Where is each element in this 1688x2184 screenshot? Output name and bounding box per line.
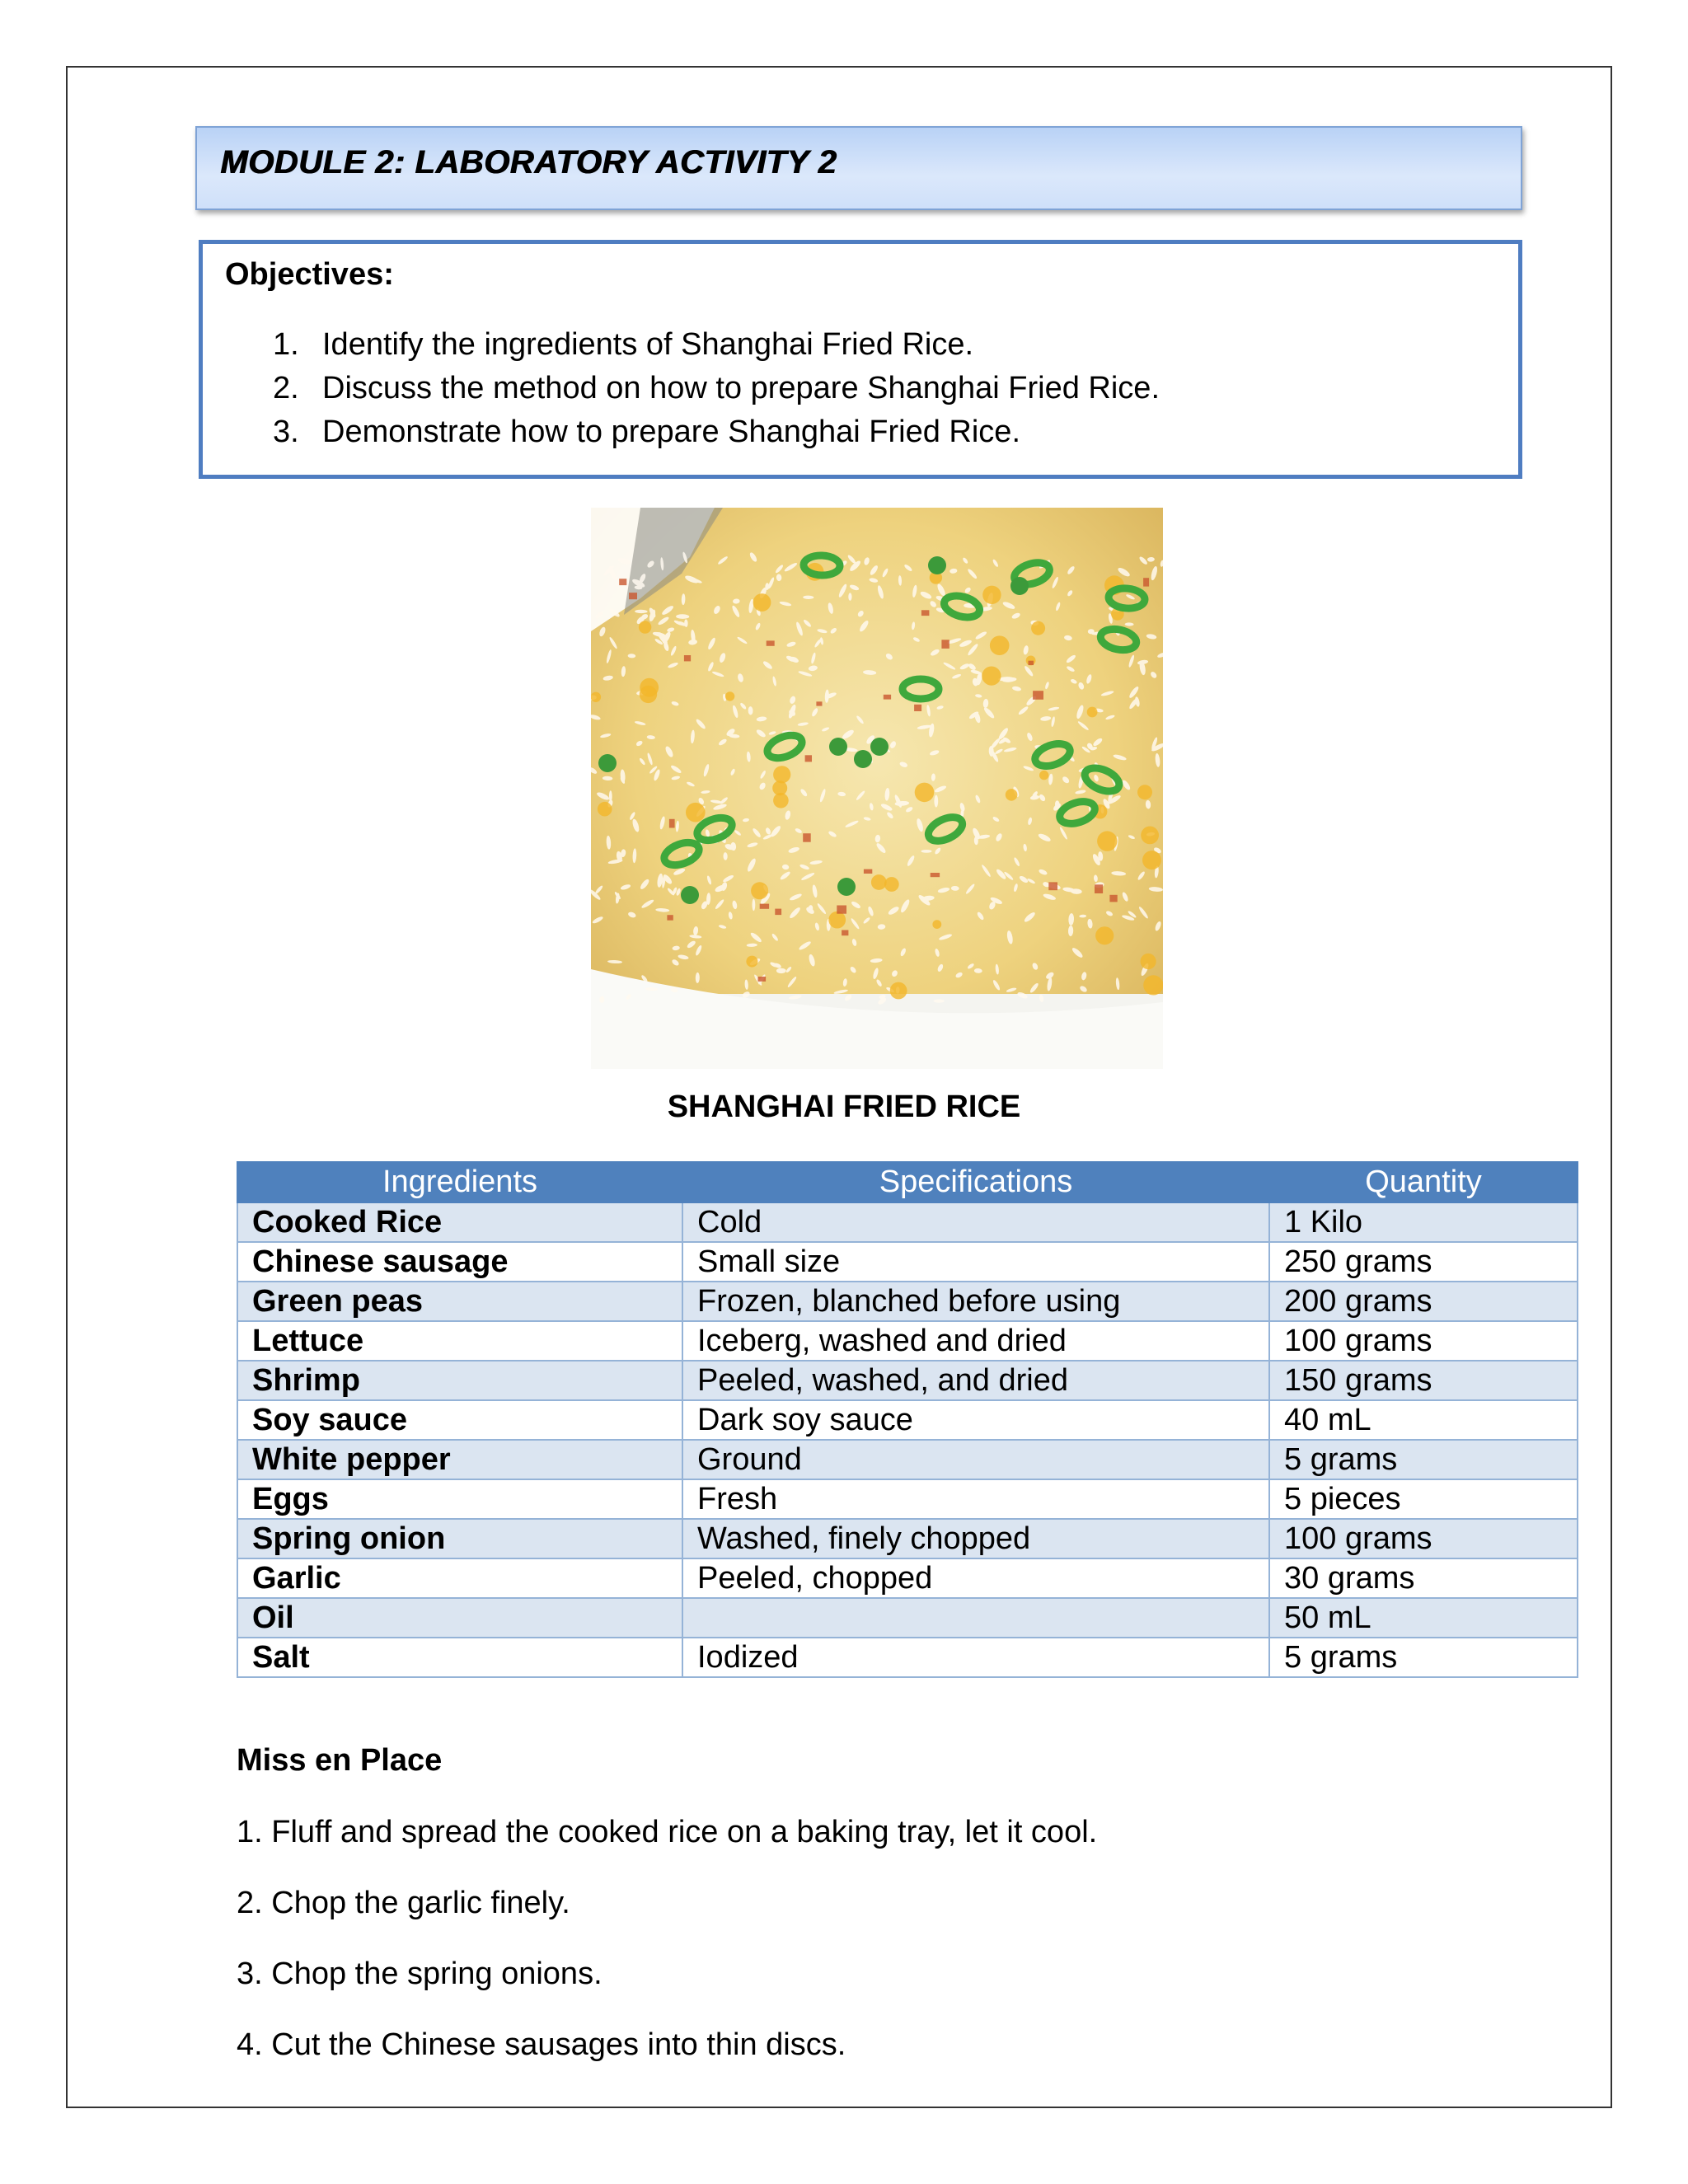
ingredient-qty: 200 grams [1269, 1282, 1578, 1321]
table-row [237, 1242, 1578, 1282]
dish-caption: SHANGHAI FRIED RICE [667, 1090, 1021, 1124]
fried-rice-illustration [591, 508, 1163, 1069]
ingredient-qty: 1 Kilo [1269, 1202, 1578, 1242]
ingredient-spec: Frozen, blanched before using [682, 1282, 1269, 1321]
ingredient-qty: 50 mL [1269, 1598, 1578, 1638]
ingredient-qty: 250 grams [1269, 1242, 1578, 1282]
ingredient-qty: 40 mL [1269, 1400, 1578, 1440]
table-row [237, 1282, 1578, 1321]
ingredient-spec: Cold [682, 1202, 1269, 1242]
ingredient-name: Soy sauce [237, 1400, 682, 1440]
ingredient-qty: 5 pieces [1269, 1479, 1578, 1519]
objective-number: 3. [273, 415, 299, 449]
ingredient-qty: 150 grams [1269, 1361, 1578, 1400]
objective-number: 2. [273, 371, 299, 405]
table-row [237, 1321, 1578, 1361]
ingredient-name: Oil [237, 1598, 682, 1638]
ingredient-name: Eggs [237, 1479, 682, 1519]
ingredient-spec: Ground [682, 1440, 1269, 1479]
table-header-row [237, 1162, 1578, 1202]
ingredient-name: Lettuce [237, 1321, 682, 1361]
ingredient-spec: Peeled, chopped [682, 1558, 1269, 1598]
mise-en-place-heading: Miss en Place [237, 1743, 443, 1778]
ingredient-name: Spring onion [237, 1519, 682, 1558]
mise-en-place-steps [237, 1813, 1097, 2097]
ingredient-name: Shrimp [237, 1361, 682, 1400]
header-quantity: Quantity [1269, 1162, 1578, 1202]
objective-number: 1. [273, 327, 299, 362]
ingredient-name: Cooked Rice [237, 1202, 682, 1242]
ingredient-name: Garlic [237, 1558, 682, 1598]
ingredient-qty: 30 grams [1269, 1558, 1578, 1598]
ingredient-name: White pepper [237, 1440, 682, 1479]
table-row [237, 1638, 1578, 1677]
objectives-list [273, 323, 1160, 454]
module-banner [195, 126, 1522, 210]
header-specifications: Specifications [682, 1162, 1269, 1202]
module-title: MODULE 2: LABORATORY ACTIVITY 2 [220, 144, 837, 180]
fried-rice-photo [591, 508, 1163, 1069]
ingredient-spec [682, 1598, 1269, 1638]
mise-step: 1. Fluff and spread the cooked rice on a baking tray, let it cool. [237, 1815, 1098, 1849]
ingredients-table [237, 1161, 1578, 1678]
table-row [237, 1440, 1578, 1479]
ingredient-spec: Iodized [682, 1638, 1269, 1677]
objective-item [273, 410, 1160, 454]
table-row [237, 1202, 1578, 1242]
objectives-box [199, 240, 1522, 479]
table-row [237, 1400, 1578, 1440]
objective-text: Discuss the method on how to prepare Shanghai Fried Rice. [322, 371, 1160, 405]
objective-item [273, 323, 1160, 367]
header-ingredients: Ingredients [237, 1162, 682, 1202]
objectives-heading: Objectives: [225, 257, 394, 292]
ingredient-qty: 5 grams [1269, 1440, 1578, 1479]
objective-item [273, 367, 1160, 410]
ingredient-qty: 100 grams [1269, 1321, 1578, 1361]
ingredient-name: Salt [237, 1638, 682, 1677]
objective-text: Demonstrate how to prepare Shanghai Fried Rice. [322, 415, 1021, 449]
ingredient-spec: Fresh [682, 1479, 1269, 1519]
ingredient-name: Green peas [237, 1282, 682, 1321]
ingredient-spec: Small size [682, 1242, 1269, 1282]
table-row [237, 1519, 1578, 1558]
table-row [237, 1598, 1578, 1638]
mise-step: 3. Chop the spring onions. [237, 1957, 603, 1991]
table-row [237, 1479, 1578, 1519]
table-row [237, 1558, 1578, 1598]
objective-text: Identify the ingredients of Shanghai Fried Rice. [322, 327, 974, 362]
ingredient-spec: Washed, finely chopped [682, 1519, 1269, 1558]
ingredient-qty: 5 grams [1269, 1638, 1578, 1677]
mise-step: 4. Cut the Chinese sausages into thin discs. [237, 2027, 846, 2062]
ingredient-spec: Iceberg, washed and dried [682, 1321, 1269, 1361]
ingredient-spec: Peeled, washed, and dried [682, 1361, 1269, 1400]
ingredient-qty: 100 grams [1269, 1519, 1578, 1558]
mise-step: 2. Chop the garlic finely. [237, 1886, 570, 1920]
table-row [237, 1361, 1578, 1400]
ingredient-spec: Dark soy sauce [682, 1400, 1269, 1440]
ingredient-name: Chinese sausage [237, 1242, 682, 1282]
